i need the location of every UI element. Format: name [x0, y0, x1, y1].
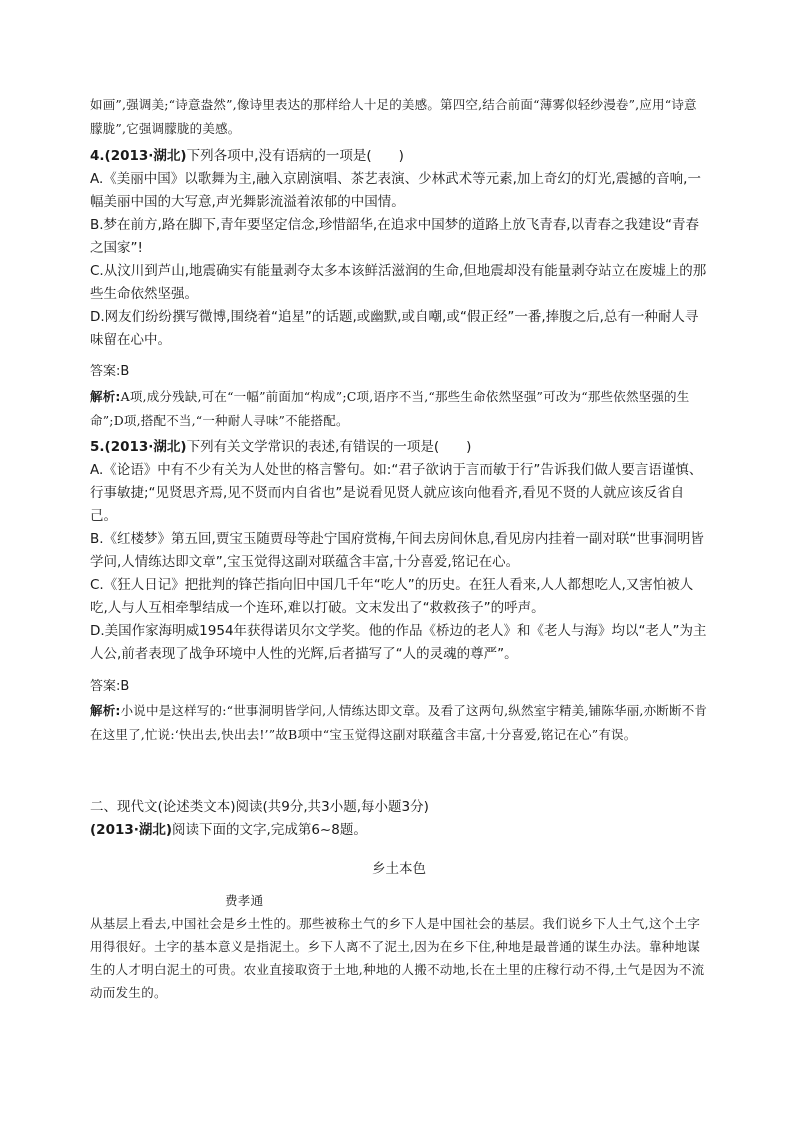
option-b: B.梦在前方,路在脚下,青年要坚定信念,珍惜韶华,在追求中国梦的道路上放飞青春,以青春之我建设“青春之国家”! [90, 217, 700, 256]
question-source: (2013·湖北) [104, 148, 187, 164]
section-2-intro [90, 819, 708, 841]
question-4-analysis [90, 385, 708, 433]
article-title-text: 乡土本色 [372, 861, 426, 877]
section-2-heading [90, 796, 708, 818]
answer-label: 答案: [90, 364, 121, 379]
intro-source: (2013·湖北) [90, 822, 173, 838]
option-a: A.《美丽中国》以歌舞为主,融入京剧演唱、茶艺表演、少林武术等元素,加上奇幻的灯光,震撼的音响,一幅美丽中国的大写意,声光舞影流溢着浓郁的中国情。 [90, 171, 701, 210]
article-title [90, 858, 708, 880]
analysis-label: 解析: [90, 389, 121, 404]
question-4 [90, 145, 708, 352]
article-author [225, 889, 425, 912]
question-source: (2013·湖北) [104, 439, 187, 455]
question-stem-text: 下列有关文学常识的表述,有错误的一项是( ) [186, 439, 472, 455]
question-4-answer [90, 361, 708, 383]
question-number: 5 [90, 439, 100, 455]
analysis-text: 小说中是这样写的:“世事洞明皆学问,人情练达即文章。及看了这两句,纵然室宇精美,铺陈华丽,亦断断不肯在这里了,忙说:‘快出去,快出去!’”故B项中“宝玉觉得这副对联蕴含丰富,十分喜爱,铭记在心”有误。 [90, 703, 708, 742]
option-b: B.《红楼梦》第五回,贾宝玉随贾母等赴宁国府赏梅,午间去房间休息,看见房内挂着一副对联“世事洞明皆学问,人情练达即文章”,宝玉觉得这副对联蕴含丰富,十分喜爱,铭记在心。 [90, 531, 704, 570]
option-c: C.《狂人日记》把批判的锋芒指向旧中国几千年“吃人”的历史。在狂人看来,人人都想吃人,又害怕被人吃,人与人互相牵掣结成一个连环,难以打破。文末发出了“救救孩子”的呼声。 [90, 577, 694, 616]
option-c: C.从汶川到芦山,地震确实有能量剥夺太多本该鲜活滋润的生命,但地震却没有能量剥夺站立在废墟上的那些生命依然坚强。 [90, 263, 707, 302]
question-4-stem: 4.(2013·湖北)下列各项中,没有语病的一项是( ) [90, 148, 404, 164]
question-number: 4 [90, 148, 100, 164]
analysis-text: A项,成分残缺,可在“一幅”前面加“构成”;C项,语序不当,“那些生命依然坚强”可改为“那些依然坚强的生命”;D项,搭配不当,“一种耐人寻味”不能搭配。 [90, 389, 690, 428]
explanation-text: 如画”,强调美;“诗意盎然”,像诗里表达的那样给人十足的美感。第四空,结合前面“薄雾似轻纱漫卷”,应用“诗意朦胧”,它强调朦胧的美感。 [90, 97, 697, 136]
answer-label: 答案: [90, 679, 121, 694]
question-5-stem: 5.(2013·湖北)下列有关文学常识的表述,有错误的一项是( ) [90, 439, 472, 455]
option-a: A.《论语》中有不少有关为人处世的格言警句。如:“君子欲讷于言而敏于行”告诉我们做人要言语谨慎、行事敏捷;“见贤思齐焉,见不贤而内自省也”是说看见贤人就应该向他看齐,看见不贤的人就应该反省自己。 [90, 462, 703, 524]
question-5-analysis [90, 699, 708, 747]
analysis-label: 解析: [90, 703, 121, 718]
option-d: D.美国作家海明威1954年获得诺贝尔文学奖。他的作品《桥边的老人》和《老人与海》均以“老人”为主人公,前者表现了战争环境中人性的光辉,后者描写了“人的灵魂的尊严”。 [90, 623, 707, 662]
intro-text: 阅读下面的文字,完成第6~8题。 [172, 822, 367, 838]
question-5 [90, 436, 708, 666]
answer-value: B [120, 679, 130, 694]
section-title: 二、现代文(论述类文本)阅读(共9分,共3小题,每小题3分) [90, 799, 429, 815]
author-name: 费孝通 [225, 893, 264, 908]
option-d: D.网友们纷纷撰写微博,围绕着“追星”的话题,或幽默,或自嘲,或“假正经”一番,捧腹之后,总有一种耐人寻味留在心中。 [90, 309, 699, 348]
answer-value: B [120, 364, 130, 379]
article-body-text: 从基层上看去,中国社会是乡土性的。那些被称土气的乡下人是中国社会的基层。我们说乡下人土气,这个土字用得很好。土字的基本意义是指泥土。乡下人离不了泥土,因为在乡下住,种地是最普通的谋生办法。靠种地谋生的人才明白泥土的可贵。农业直接取资于土地,种地的人搬不动地,长在土里的庄稼行动不得,土气是因为不流动而发生的。 [90, 916, 705, 1000]
article-body [90, 912, 708, 1004]
previous-question-explanation [90, 93, 708, 141]
question-5-answer [90, 676, 708, 698]
question-stem-text: 下列各项中,没有语病的一项是( ) [186, 148, 404, 164]
